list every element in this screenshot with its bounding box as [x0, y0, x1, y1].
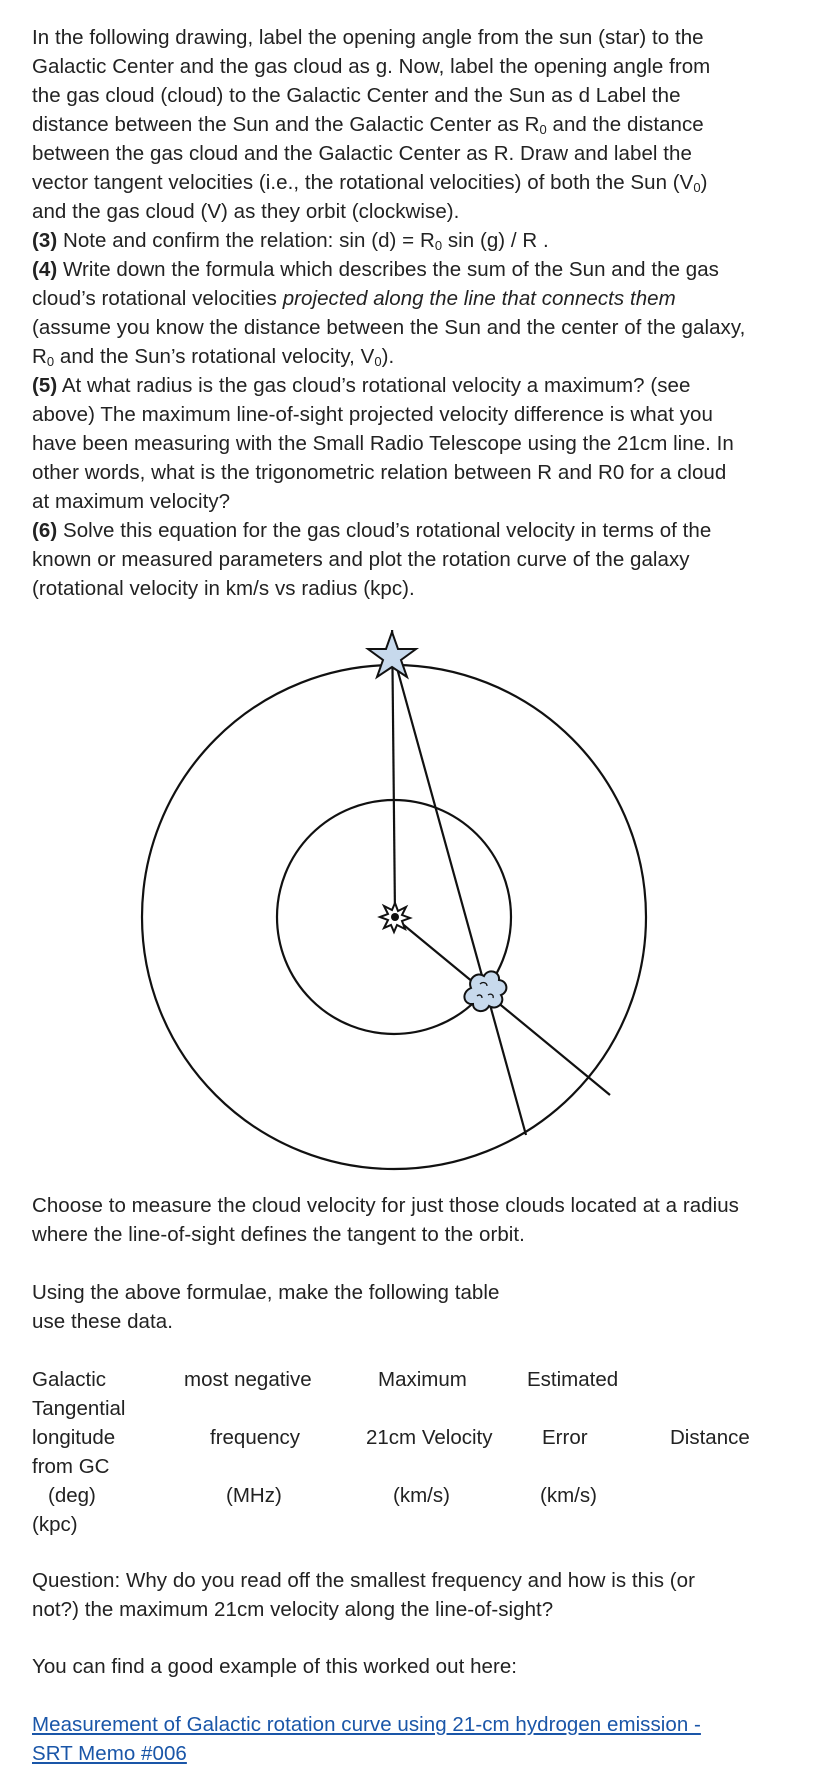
step-5-line: above) The maximum line-of-sight projected velocity difference is what you [32, 403, 713, 426]
choose-paragraph: Choose to measure the cloud velocity for just those clouds located at a radius where the line-of-sight defines the tangent to the orbit. [32, 1194, 739, 1246]
unit-deg: (deg) [48, 1484, 96, 1507]
step-6-line: (rotational velocity in km/s vs radius (kpc). [32, 577, 415, 600]
using-paragraph: Using the above formulae, make the following table use these data. [32, 1281, 500, 1333]
unit-mhz: (MHz) [226, 1484, 282, 1507]
intro-line: the gas cloud (cloud) to the Galactic Center and the Sun as d Label the [32, 84, 681, 107]
col-error: Error [542, 1426, 588, 1449]
intro-line: distance between the Sun and the Galactic Center as $R_0$ and the distance [32, 113, 704, 137]
unit-kpc: (kpc) [32, 1513, 78, 1536]
center-to-cloud-line [394, 917, 610, 1095]
step-5-line: have been measuring with the Small Radio Telescope using the 21cm line. In [32, 432, 734, 455]
unit-kms-velocity: (km/s) [393, 1484, 450, 1507]
step-5-line: other words, what is the trigonometric relation between R and R0 for a cloud [32, 461, 727, 484]
col-from-gc: from GC [32, 1455, 110, 1478]
question-paragraph: Question: Why do you read off the smallest frequency and how is this (or not?) the maximum 21cm velocity along the line-of-sight? [32, 1569, 695, 1621]
step-4-line: (assume you know the distance between the Sun and the center of the galaxy, [32, 316, 746, 339]
col-maximum: Maximum [378, 1368, 467, 1391]
step-3: (3) Note and confirm the relation: $\sin (d) = R_0$ sin (g) / R . [32, 229, 549, 253]
col-longitude: longitude [32, 1426, 116, 1449]
intro-line: Galactic Center and the gas cloud as g. Now, label the opening angle from [32, 55, 711, 78]
burst-icon [380, 903, 410, 932]
instructions-text [32, 23, 802, 603]
col-galactic: Galactic [32, 1368, 107, 1391]
step-6: (6) Solve this equation for the gas cloud’s rotational velocity in terms of the [32, 519, 712, 542]
line-of-sight [392, 650, 526, 1135]
intro-line: and the gas cloud (V) as they orbit (clockwise). [32, 200, 460, 223]
memo-link-paragraph [32, 1710, 792, 1768]
col-tangential: Tangential [32, 1397, 126, 1420]
intro-line: vector tangent velocities (i.e., the rotational velocities) of both the Sun $(V_0)$ [32, 171, 708, 195]
col-most-negative: most negative [184, 1368, 312, 1391]
col-velocity: 21cm Velocity [366, 1426, 493, 1449]
intro-line: between the gas cloud and the Galactic Center as R. Draw and label the [32, 142, 692, 165]
memo-link[interactable]: SRT Memo #006 [32, 1742, 187, 1765]
step-6-line: known or measured parameters and plot the rotation curve of the galaxy [32, 548, 690, 571]
step-4: (4) Write down the formula which describes the sum of the Sun and the gas [32, 258, 719, 281]
col-distance: Distance [670, 1426, 750, 1449]
memo-link[interactable]: Measurement of Galactic rotation curve using 21-cm hydrogen emission - [32, 1713, 701, 1736]
unit-kms-error: (km/s) [540, 1484, 597, 1507]
step-4-line: cloud’s rotational velocities projected along the line that connects them [32, 287, 676, 310]
sun-to-center-line [392, 630, 395, 916]
intro-line: In the following drawing, label the opening angle from the sun (star) to the [32, 26, 704, 49]
step-4-line: $R_0$ and the Sun’s rotational velocity, $V_0$). [32, 345, 395, 369]
col-estimated: Estimated [527, 1368, 619, 1391]
step-5-line: at maximum velocity? [32, 490, 231, 513]
galactic-geometry-diagram [130, 630, 670, 1190]
example-paragraph: You can find a good example of this worked out here: [32, 1655, 518, 1678]
col-frequency: frequency [210, 1426, 301, 1449]
step-5: (5) At what radius is the gas cloud’s rotational velocity a maximum? (see [32, 374, 691, 397]
